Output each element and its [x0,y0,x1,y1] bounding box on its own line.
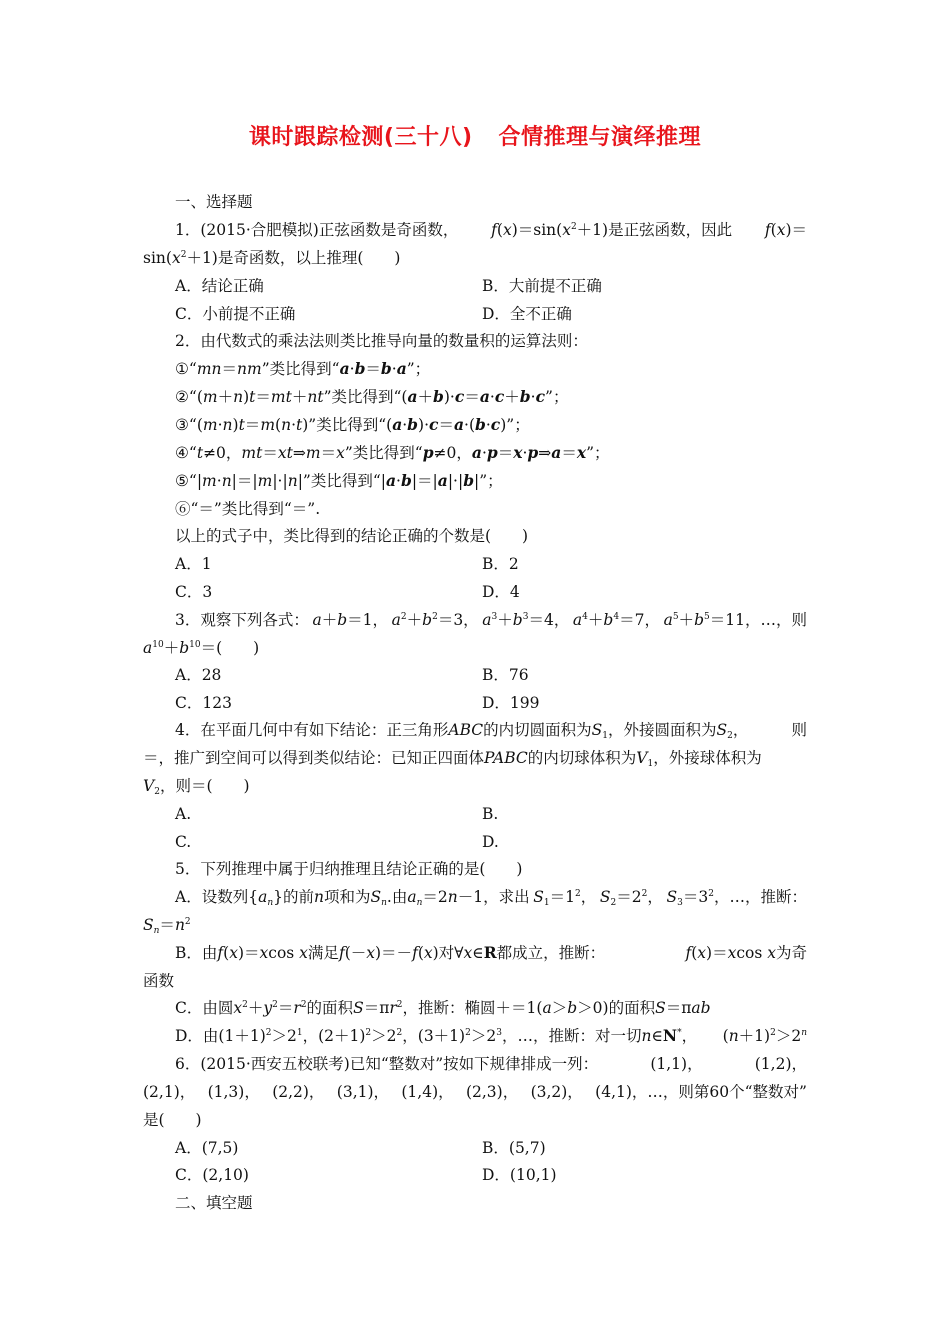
q1-option-c: C．小前提不正确 [175,305,296,323]
q5-option-a: A．设数列$\{a_n\}$的前n项和为$S_n$.由$a_n=2n-1$，求出 $S_1=1^2$， $S_2=2^2$， $S_3=3^2$，…，推断： [175,888,807,908]
q1-option-d: D．全不正确 [482,305,572,323]
q2-option-a: A．1 [175,555,212,573]
q1-line1: 1．(2015·合肥模拟)正弦函数是奇函数， $f(x)=\sin(x^2+1)$是正弦函数，因此 f(x)＝ [175,221,807,239]
q6-line2: (2,1)， (1,3)， (2,2)， (3,1)， (1,4)， (2,3)， (3,2)， (4,1)，…，则第60个“整数对” [143,1083,807,1101]
q4-option-b: B. [482,805,499,823]
q6-option-c: C．(2,10) [175,1166,249,1184]
q2-item-2: ②“(m＋n)t＝mt＋nt”类比得到“(a＋b)·c＝a·c＋b·c”； [175,387,569,406]
q2-option-c: C．3 [175,583,213,601]
q4-option-c: C. [175,833,192,851]
section-heading-2: 二、填空题 [175,1194,253,1212]
q5-option-c: C．由圆$x^2+y^2=r^2$的面积$S=\pi r^2$，推断：椭圆＋＝1(a＞b＞0)的面积S＝πab [175,999,711,1017]
q2-item-3: ③“(m·n)t＝m(n·t)”类比得到“(a·b)·c＝a·(b·c)”； [175,415,530,434]
q6-line1: 6．(2015·西安五校联考)已知“整数对”按如下规律排成一列： (1,1)， (1,2)， [175,1055,807,1073]
q2-item-4: ④“t≠0，mt＝xt⇒m＝x”类比得到“p≠0，a·p＝x·p⇒a＝x”； [175,443,610,462]
section-heading: 一、选择题 [175,193,253,211]
q2-item-5: ⑤“|m·n|＝|m|·|n|”类比得到“|a·b|＝|a|·|b|”； [175,471,503,490]
q5-option-d: D．由$(1+1)^2>2^1$，$(2+1)^2>2^2$，$(3+1)^2>2^3$，…，推断：对一切n∈N*， $(n+1)^2>2^n$ [175,1026,807,1045]
q3-option-b: B．76 [482,666,529,684]
q3-line2: $a^{10}+b^{10}=$( ) [143,639,260,657]
q3-option-d: D．199 [482,694,540,712]
q2-stem: 2．由代数式的乘法法则类比推导向量的数量积的运算法则： [175,332,588,350]
q5-option-b-cont: 函数 [143,972,175,990]
q5-option-a-cont: $S_n=n^2$ [143,916,191,936]
q2-option-d: D．4 [482,583,520,601]
q1-option-b: B．大前提不正确 [482,277,602,295]
q5-stem: 5．下列推理中属于归纳推理且结论正确的是( ) [175,860,523,878]
q3-option-a: A．28 [175,666,222,684]
q3-line1: 3．观察下列各式： a＋b＝1， $a^2+b^2=3$， $a^3+b^3=4$， $a^4+b^4=7$， $a^5+b^5=11$，…，则 [175,611,807,629]
title-sub: 合情推理与演绎推理 [498,125,702,150]
q2-item-1: ①“mn＝nm”类比得到“a·b＝b·a”； [175,359,431,378]
q6-option-b: B．(5,7) [482,1139,546,1157]
q4-option-a: A. [175,805,192,823]
page-title [0,120,950,151]
q2-ask: 以上的式子中，类比得到的结论正确的个数是( ) [175,527,529,545]
q4-line1: 4．在平面几何中有如下结论：正三角形ABC的内切圆面积为$S_1$，外接圆面积为$S_2$， 则 [175,721,807,741]
q6-line3: 是( ) [143,1111,202,1129]
q2-item-6: ⑥“＝”类比得到“＝”. [175,500,321,518]
q6-option-a: A．(7,5) [175,1139,239,1157]
q3-option-c: C．123 [175,694,232,712]
q2-option-b: B．2 [482,555,519,573]
q6-option-d: D．(10,1) [482,1166,557,1184]
q4-line3: $V_2$，则＝( ) [143,777,250,797]
q1-line2: $\sin(x^2+1)$是奇函数，以上推理( ) [143,249,401,267]
q1-option-a: A．结论正确 [175,277,264,295]
q4-option-d: D. [482,833,499,851]
title-main: 课时跟踪检测(三十八) [248,125,473,150]
q5-option-b: B．由f(x)＝xcos x满足f(－x)＝－f(x)对∀x∈R都成立，推断： f(x)＝xcos x为奇 [175,943,807,962]
q4-line2: ＝，推广到空间可以得到类似结论：已知正四面体PABC的内切球体积为$V_1$，外接球体积为 [143,749,762,769]
